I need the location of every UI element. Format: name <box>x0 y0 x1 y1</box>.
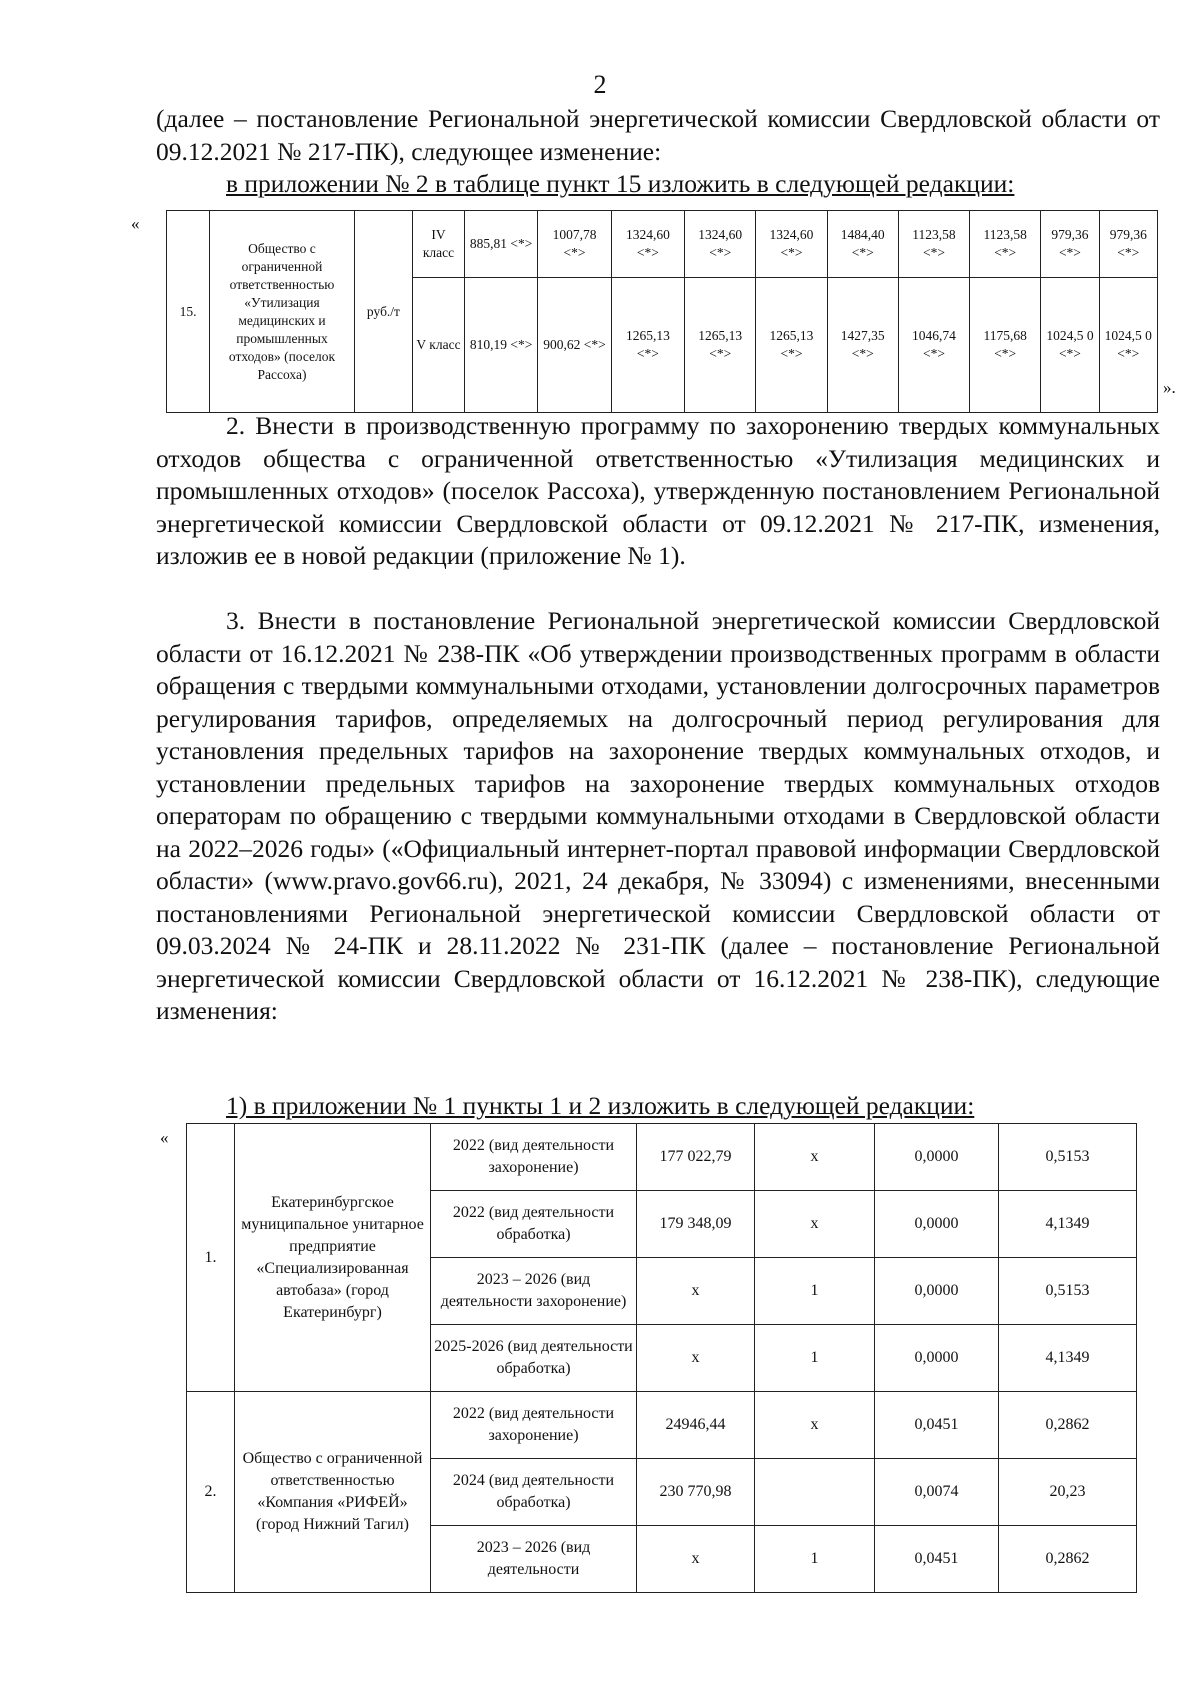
period-cell: 2023 – 2026 (вид деятельности захоронение) <box>431 1258 637 1325</box>
tariff-value: 1324,60 <*> <box>611 211 684 278</box>
value-cell: 0,5153 <box>999 1258 1137 1325</box>
row-number: 2. <box>187 1392 235 1593</box>
unit: руб./т <box>354 211 412 413</box>
value-cell: 0,0000 <box>875 1124 999 1191</box>
tariff-value: 810,19 <*> <box>464 278 537 413</box>
tariff-value: 1046,74 <*> <box>898 278 969 413</box>
value-cell: 0,0000 <box>875 1325 999 1392</box>
value-cell: 0,0074 <box>875 1459 999 1526</box>
tariff-value: 885,81 <*> <box>464 211 537 278</box>
tariff-value: 1024,5 0 <*> <box>1041 278 1099 413</box>
tariff-value: 1024,5 0 <*> <box>1099 278 1157 413</box>
value-cell: 0,0000 <box>875 1258 999 1325</box>
intro-paragraph: (далее – постановление Региональной энергетической комиссии Свердловской области от 09.12.2021 № 217-ПК), следующее изменение: <box>156 104 1160 166</box>
tariff-value: 1007,78 <*> <box>538 211 611 278</box>
value-cell: 230 770,98 <box>637 1459 755 1526</box>
value-cell: 1 <box>755 1526 875 1593</box>
value-cell <box>755 1459 875 1526</box>
value-cell: 4,1349 <box>999 1325 1137 1392</box>
period-cell: 2022 (вид деятельности захоронение) <box>431 1392 637 1459</box>
page-number: 2 <box>593 70 607 99</box>
tariff-value: 900,62 <*> <box>538 278 611 413</box>
value-cell: 0,5153 <box>999 1124 1137 1191</box>
tariff-value: 1324,60 <*> <box>756 211 827 278</box>
tariff-value: 1484,40 <*> <box>827 211 898 278</box>
value-cell: 0,0000 <box>875 1191 999 1258</box>
table1-intro: в приложении № 2 в таблице пункт 15 изложить в следующей редакции: <box>226 169 1015 198</box>
period-cell: 2025-2026 (вид деятельности обработка) <box>431 1325 637 1392</box>
period-cell: 2023 – 2026 (вид деятельности <box>431 1526 637 1593</box>
value-cell: х <box>637 1258 755 1325</box>
table-row <box>187 1392 1137 1459</box>
tariff-value: 1123,58 <*> <box>898 211 969 278</box>
value-cell: х <box>755 1124 875 1191</box>
value-cell: 20,23 <box>999 1459 1137 1526</box>
organization-name: Общество с ограниченной ответственностью «Утилизация медицинских и промышленных отходов» (поселок Рассоха) <box>210 211 355 413</box>
period-cell: 2024 (вид деятельности обработка) <box>431 1459 637 1526</box>
tariff-value: 1123,58 <*> <box>970 211 1041 278</box>
table-row <box>187 1124 1137 1191</box>
value-cell: 4,1349 <box>999 1191 1137 1258</box>
value-cell: 24946,44 <box>637 1392 755 1459</box>
tariff-table <box>166 210 1158 413</box>
operators-table <box>186 1123 1137 1593</box>
value-cell: х <box>755 1392 875 1459</box>
paragraph-2: 2. Внести в производственную программу по захоронению твердых коммунальных отходов общества с ограниченной ответственностью «Утилизация медицинских и промышленных отходов» (поселок Рассоха), утвержденную постановлением Региональной энергетической комиссии Свердловской области от 09.12.2021 № 217-ПК, изменения, изложив ее в новой редакции (приложение № 1). <box>156 411 1160 570</box>
value-cell: 0,0451 <box>875 1392 999 1459</box>
value-cell: 1 <box>755 1258 875 1325</box>
tariff-value: 979,36 <*> <box>1099 211 1157 278</box>
value-cell: х <box>637 1526 755 1593</box>
paragraph-3: 3. Внести в постановление Региональной энергетической комиссии Свердловской области от 16.12.2021 № 238-ПК «Об утверждении производственных программ в области обращения с твердыми коммунальными отходами, установлении долгосрочных параметров регулирования тарифов, определяемых на долгосрочный период регулирования для установления предельных тарифов на захоронение твердых коммунальных отходов, и установлении предельных тарифов на захоронение твердых коммунальных отходов операторам по обращению с твердыми коммунальными отходами в Свердловской области на 2022–2026 годы» («Официальный интернет-портал правовой информации Свердловской области» (www.pravo.gov66.ru), 2021, 24 декабря, № 33094) с изменениями, внесенными постановлениями Региональной энергетической комиссии Свердловской области от 09.03.2024 № 24-ПК и 28.11.2022 № 231-ПК (далее – постановление Региональной энергетической комиссии Свердловской области от 16.12.2021 № 238-ПК), следующие изменения: <box>156 606 1160 1025</box>
tariff-value: 1265,13 <*> <box>611 278 684 413</box>
hazard-class: V класс <box>413 278 465 413</box>
period-cell: 2022 (вид деятельности захоронение) <box>431 1124 637 1191</box>
tariff-row-iv <box>167 211 1158 278</box>
value-cell: х <box>637 1325 755 1392</box>
organization-name: Екатеринбургское муниципальное унитарное предприятие «Специализированная автобаза» (город Екатеринбург) <box>235 1124 431 1392</box>
hazard-class: IV класс <box>413 211 465 278</box>
organization-name: Общество с ограниченной ответственностью «Компания «РИФЕЙ» (город Нижний Тагил) <box>235 1392 431 1593</box>
row-number: 15. <box>167 211 210 413</box>
tariff-value: 1175,68 <*> <box>970 278 1041 413</box>
tariff-value: 979,36 <*> <box>1041 211 1099 278</box>
tariff-value: 1265,13 <*> <box>756 278 827 413</box>
table1-open-quote: « <box>131 214 140 233</box>
row-number: 1. <box>187 1124 235 1392</box>
period-cell: 2022 (вид деятельности обработка) <box>431 1191 637 1258</box>
value-cell: 0,2862 <box>999 1392 1137 1459</box>
table2-intro: 1) в приложении № 1 пункты 1 и 2 изложить в следующей редакции: <box>226 1091 975 1120</box>
value-cell: 1 <box>755 1325 875 1392</box>
tariff-value: 1324,60 <*> <box>685 211 756 278</box>
table2-open-quote: « <box>160 1128 169 1147</box>
tariff-value: 1427,35 <*> <box>827 278 898 413</box>
value-cell: х <box>755 1191 875 1258</box>
value-cell: 177 022,79 <box>637 1124 755 1191</box>
value-cell: 179 348,09 <box>637 1191 755 1258</box>
tariff-value: 1265,13 <*> <box>685 278 756 413</box>
table1-close-quote: ». <box>1163 378 1176 397</box>
value-cell: 0,0451 <box>875 1526 999 1593</box>
value-cell: 0,2862 <box>999 1526 1137 1593</box>
